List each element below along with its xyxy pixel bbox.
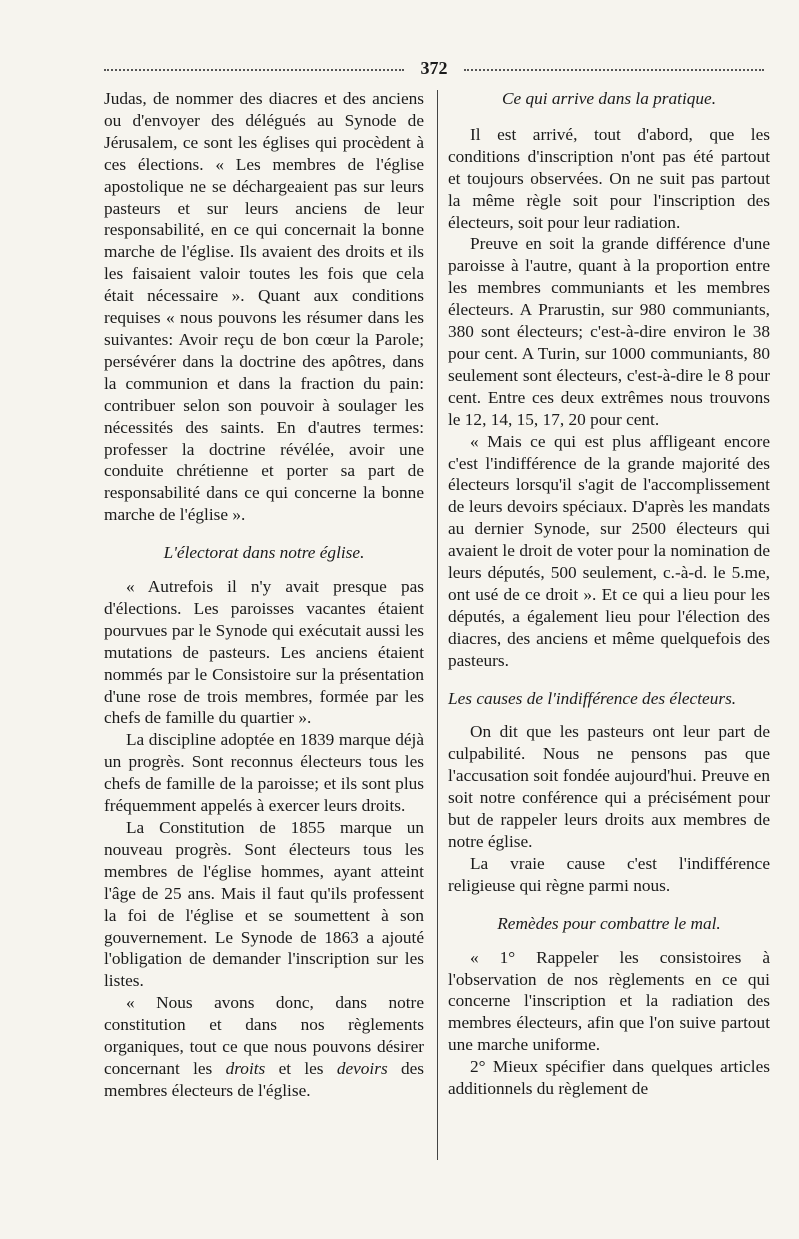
emphasis-devoirs: devoirs [336,1058,388,1078]
paragraph: « 1° Rappeler les consistoires à l'observation de nos règlements en ce qui concerne l'inscription et la radiation des membres électeurs, afin que l'on suive partout une marche uniforme. [448,947,770,1055]
text-run: « Nous avons donc, dans notre constitution et dans nos règlements organiques, tout ce que nous pouvons désirer concernant les [104,993,424,1078]
emphasis-droits: droits [225,1058,266,1078]
header-rule-right [464,69,764,71]
paragraph: « Autrefois il n'y avait presque pas d'élections. Les paroisses vacantes étaient pourvues par le Synode qui exécutait aussi les mutations de pasteurs. Les anciens étaient nommés par le Consistoire sur la présentation d'une rose de trois membres, formée par les chefs de famille du quartier ». [104,577,424,728]
paragraph: Judas, de nommer des diacres et des anciens ou d'envoyer des délégués au Synode de Jérusalem, ce sont les églises qui procèdent à ces élections. « Les membres de l'église apostolique ne se déchargeaient pas sur leurs pasteurs et sur leurs anciens de leur responsabilité, en ce qui concernait la bonne marche de l'église. Ils avaient des droits et ils les faisaient valoir toutes les fois que cela était nécessaire ». Quant aux conditions requises « nous pouvons les résumer dans les suivantes: Avoir reçu de bon cœur la Parole; persévérer dans la doctrine des apôtres, dans la communion et dans la fraction du pain: contribuer selon son pouvoir à soulager les nécessités des saints. En d'autres termes: professer la doctrine révélée, avoir une conduite chrétienne et porter sa part de responsabilité dans ce qui concerne la bonne marche de l'église ». [104,89,424,525]
right-column [448,88,770,1100]
paragraph: 2° Mieux spécifier dans quelques articles additionnels du règlement de [448,1057,770,1099]
left-column [104,88,424,1102]
paragraph: La Constitution de 1855 marque un nouveau progrès. Sont électeurs tous les membres de l'église hommes, ayant atteint l'âge de 25 ans. Mais il faut qu'ils professent la foi de l'église et se soumettent à son gouvernement. Le Synode de 1863 a ajouté l'obligation de demander l'inscription sur les listes. [104,818,424,991]
section-heading: Remèdes pour combattre le mal. [497,913,721,933]
page-header [104,58,764,80]
column-divider [437,90,438,1160]
paragraph: « Mais ce qui est plus affligeant encore c'est l'indifférence de la grande majorité des électeurs lorsqu'il s'agit de l'accomplissement de leurs devoirs spéciaux. D'après les mandats au dernier Synode, sur 2500 électeurs qui avaient le droit de voter pour la nomination de leurs députés, 500 seulement, c.-à-d. le 5.me, ont usé de ce droit ». Et ce qui a lieu pour les députés, a également lieu pour l'élection des diacres, des anciens et même quelquefois des pasteurs. [448,431,770,670]
paragraph: La vraie cause c'est l'indifférence religieuse qui règne parmi nous. [448,853,770,895]
section-heading: L'électorat dans notre église. [163,543,365,563]
paragraph: On dit que les pasteurs ont leur part de culpabilité. Nous ne pensons pas que l'accusation soit fondée aujourd'hui. Preuve en soit notre conférence qui a précisément pour but de rappeler leurs droits aux membres de notre église. [448,722,770,851]
paragraph: Il est arrivé, tout d'abord, que les conditions d'inscription n'ont pas été partout et toujours observées. On ne suit pas partout la même règle soit pour l'inscription des électeurs, soit pour leur radiation. [448,124,770,232]
paragraph [104,992,424,1102]
section-heading: Ce qui arrive dans la pratique. [501,89,717,108]
text-run: et les [265,1058,337,1078]
paragraph: Preuve en soit la grande différence d'une paroisse à l'autre, quant à la proportion entre les membres communiants et les membres électeurs. A Prarustin, sur 980 communiants, 380 sont électeurs; c'est-à-dire environ le 38 pour cent. A Turin, sur 1000 communiants, 80 seulement sont électeurs, c'est-à-dire le 8 pour cent. Entre ces deux extrêmes nous trouvons le 12, 14, 15, 17, 20 pour cent. [448,234,770,429]
header-rule-left [104,69,404,71]
text-run: des membres électeurs de l'église. [104,1058,425,1100]
section-heading: Les causes de l'indifférence des électeurs. [448,688,737,708]
page-number: 372 [420,58,448,78]
paragraph: La discipline adoptée en 1839 marque déjà un progrès. Sont reconnus électeurs tous les chefs de famille de la paroisse; et ils sont plus fréquemment appelés à exercer leurs droits. [104,730,424,816]
